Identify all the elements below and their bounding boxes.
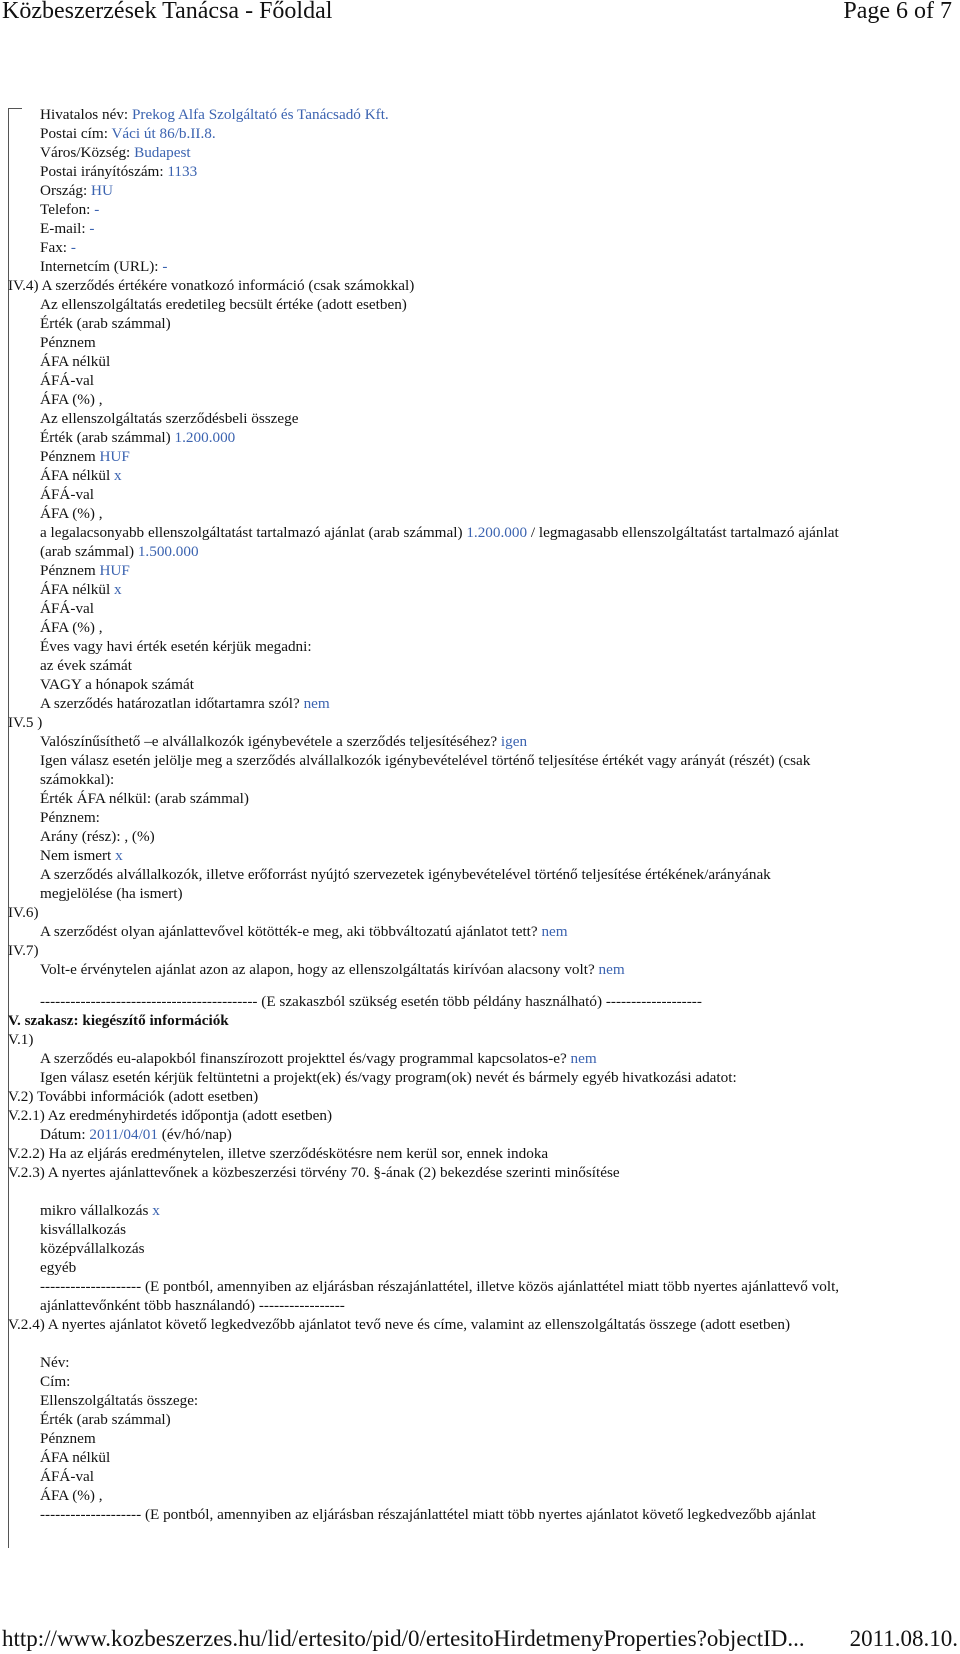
- text-line: [40, 733, 527, 751]
- line-text: ÁFA nélkül: [40, 581, 114, 598]
- field-value: Prekog Alfa Szolgáltató és Tanácsadó Kft.: [131, 106, 389, 123]
- line-text: Igen válasz esetén kérjük feltüntetni a projekt(ek) és/vagy program(ok) nevét és bármely egyéb hivatkozási adatot:: [40, 1069, 737, 1086]
- line-text: számokkal):: [40, 771, 115, 788]
- line-text: Ország:: [40, 182, 92, 199]
- line-text: Érték (arab számmal): [40, 1411, 171, 1428]
- text-line: [40, 543, 199, 561]
- text-line: [40, 1468, 94, 1486]
- text-line: [40, 1354, 70, 1372]
- text-line: [40, 562, 130, 580]
- line-text: IV.4) A szerződés értékére vonatkozó információ (csak számokkal): [8, 277, 415, 294]
- line-text: Valószínűsíthető –e alvállalkozók igénybevétele a szerződés teljesítéséhez?: [40, 733, 501, 750]
- line-text: -------------------- (E pontból, amennyiben az eljárásban részajánlattétel, illetve közös ajánlattétel miatt több nyertes ajánlattevő volt,: [40, 1278, 840, 1295]
- field-value: 2011/04/01: [89, 1126, 158, 1143]
- text-line: [40, 1240, 145, 1258]
- text-line: [40, 866, 771, 884]
- text-line: [40, 1202, 160, 1220]
- line-text: IV.7): [8, 942, 39, 959]
- text-line: [40, 1430, 96, 1448]
- text-line: [40, 1373, 70, 1391]
- line-text: ÁFA nélkül: [40, 1449, 111, 1466]
- line-text: Telefon:: [40, 201, 95, 218]
- text-line: [40, 676, 194, 694]
- text-line: [40, 619, 103, 637]
- text-line: [40, 657, 132, 675]
- text-line: [40, 771, 114, 789]
- text-line: [40, 885, 183, 903]
- line-text: VAGY a hónapok számát: [40, 676, 194, 693]
- text-line: [8, 1145, 548, 1163]
- text-line: [40, 163, 197, 181]
- line-text: Pénznem: [40, 562, 100, 579]
- line-text: Érték ÁFA nélkül: (arab számmal): [40, 790, 249, 807]
- text-line: [40, 1487, 103, 1505]
- text-line: [40, 239, 76, 257]
- text-line: [40, 334, 96, 352]
- text-line: [40, 1126, 232, 1144]
- text-line: [40, 581, 122, 599]
- text-line: [40, 1259, 76, 1277]
- text-line: [8, 1012, 229, 1030]
- text-line: [40, 315, 171, 333]
- field-value: x: [115, 847, 123, 864]
- text-line: [8, 904, 39, 922]
- field-value: x: [113, 581, 122, 598]
- text-line: [40, 372, 94, 390]
- line-text: ÁFÁ-val: [40, 600, 94, 617]
- line-text: ÁFA nélkül: [40, 353, 111, 370]
- field-value: nem: [598, 961, 625, 978]
- text-line: [40, 638, 312, 656]
- footer-url: http://www.kozbeszerzes.hu/lid/ertesito/pid/0/ertesitoHirdetmenyProperties?objectID...: [2, 1626, 805, 1651]
- text-line: [40, 1449, 110, 1467]
- text-line: [8, 1088, 258, 1106]
- line-text: ÁFA nélkül: [40, 467, 114, 484]
- text-line: [40, 486, 94, 504]
- line-text: A szerződés eu-alapokból finanszírozott projekttel és/vagy programmal kapcsolatos-e?: [40, 1050, 571, 1067]
- line-text: Név:: [40, 1354, 70, 1371]
- text-line: [40, 258, 167, 276]
- text-line: [40, 505, 103, 523]
- line-text: Város/Község:: [40, 144, 135, 161]
- line-text: kisvállalkozás: [40, 1221, 127, 1238]
- text-line: [8, 1164, 620, 1182]
- line-text: V. szakasz: kiegészítő információk: [8, 1012, 229, 1029]
- field-value: 1.500.000: [137, 543, 199, 560]
- line-text: középvállalkozás: [40, 1240, 145, 1257]
- text-line: [8, 942, 39, 960]
- text-line: [40, 752, 810, 770]
- text-line: [40, 809, 100, 827]
- page-number: Page 6 of 7: [843, 0, 952, 24]
- field-value: Váci út 86/b.II.8.: [111, 125, 216, 142]
- line-text: V.1): [8, 1031, 34, 1048]
- text-line: [40, 1506, 816, 1524]
- text-line: [40, 220, 94, 238]
- text-line: [40, 1411, 171, 1429]
- line-text: V.2) További információk (adott esetben): [8, 1088, 259, 1105]
- field-value: igen: [500, 733, 528, 750]
- text-line: [40, 429, 235, 447]
- line-text: V.2.2) Ha az eljárás eredménytelen, illetve szerződéskötésre nem kerül sor, ennek indoka: [8, 1145, 549, 1162]
- line-text: ÁFÁ-val: [40, 372, 94, 389]
- line-text: Internetcím (URL):: [40, 258, 163, 275]
- line-text: Pénznem: [40, 1430, 96, 1447]
- footer-date: 2011.08.10.: [849, 1626, 958, 1651]
- field-value: -: [70, 239, 76, 256]
- line-text: Igen válasz esetén jelölje meg a szerződés alvállalkozók igénybevételével történő teljesítése értékét vagy arányát (részét) (csak: [40, 752, 811, 769]
- text-line: [40, 410, 299, 428]
- text-line: [40, 828, 155, 846]
- text-line: [40, 600, 94, 618]
- line-text: egyéb: [40, 1259, 77, 1276]
- field-value: nem: [570, 1050, 597, 1067]
- text-line: [40, 961, 625, 979]
- line-text: Pénznem:: [40, 809, 100, 826]
- line-text: Érték (arab számmal): [40, 315, 171, 332]
- line-text: Postai cím:: [40, 125, 112, 142]
- field-value: HUF: [99, 562, 130, 579]
- line-text: Fax:: [40, 239, 71, 256]
- text-line: [40, 1297, 345, 1315]
- line-text: Nem ismert: [40, 847, 116, 864]
- field-value: nem: [541, 923, 568, 940]
- text-line: [8, 714, 42, 732]
- line-text: Cím:: [40, 1373, 71, 1390]
- line-text: IV.6): [8, 904, 39, 921]
- text-line: [40, 125, 216, 143]
- text-line: [40, 695, 330, 713]
- field-value: 1.200.000: [174, 429, 236, 446]
- text-line: [40, 467, 122, 485]
- text-line: [40, 923, 568, 941]
- line-text: Érték (arab számmal): [40, 429, 175, 446]
- line-text: megjelölése (ha ismert): [40, 885, 183, 902]
- line-text: ÁFÁ-val: [40, 486, 94, 503]
- field-value: -: [89, 220, 95, 237]
- line-text: Ellenszolgáltatás összege:: [40, 1392, 199, 1409]
- field-value: x: [113, 467, 122, 484]
- text-line: [8, 1031, 33, 1049]
- line-text: (arab számmal): [40, 543, 138, 560]
- line-text: ÁFA (%) ,: [40, 619, 103, 636]
- line-text: V.2.3) A nyertes ajánlattevőnek a közbeszerzési törvény 70. §-ának (2) bekezdése szerinti minősítése: [8, 1164, 620, 1181]
- line-text: mikro vállalkozás: [40, 1202, 153, 1219]
- text-line: [40, 993, 702, 1011]
- line-text: ajánlattevőnként több használandó) -----------------: [40, 1297, 345, 1314]
- line-text: ÁFA (%) ,: [40, 1487, 103, 1504]
- text-line: [40, 391, 103, 409]
- line-text: az évek számát: [40, 657, 132, 674]
- line-text: -------------------- (E pontból, amennyiben az eljárásban részajánlattétel miatt több nyertes ajánlatot követő legkedvezőbb ajánlat: [40, 1506, 816, 1523]
- line-text: Az ellenszolgáltatás szerződésbeli összege: [40, 410, 299, 427]
- line-text: Pénznem: [40, 448, 100, 465]
- text-line: [40, 448, 130, 466]
- line-text: V.2.4) A nyertes ajánlatot követő legkedvezőbb ajánlatot tevő neve és címe, valamint az ellenszolgáltatás összege (adott esetben): [8, 1316, 791, 1333]
- line-text: ÁFA (%) ,: [40, 505, 103, 522]
- text-line: [8, 1107, 332, 1125]
- field-value: x: [152, 1202, 160, 1219]
- line-text-continued: (év/hó/nap): [158, 1126, 232, 1143]
- line-text: A szerződés alvállalkozók, illetve erőforrást nyújtó szervezetek igénybevételével történő teljesítése értékének/arányának: [40, 866, 771, 883]
- line-text: A szerződést olyan ajánlattevővel kötötték-e meg, aki többváltozatú ajánlatot tett?: [40, 923, 542, 940]
- text-line: [40, 1221, 126, 1239]
- text-line: [40, 1278, 839, 1296]
- field-value: 1.200.000: [466, 524, 528, 541]
- field-value: -: [94, 201, 100, 218]
- page-title: Közbeszerzések Tanácsa - Főoldal: [2, 0, 333, 24]
- line-text: Az ellenszolgáltatás eredetileg becsült értéke (adott esetben): [40, 296, 407, 313]
- field-value: -: [162, 258, 168, 275]
- page-footer: [0, 1624, 960, 1654]
- text-line: [40, 182, 113, 200]
- line-text: Arány (rész): , (%): [40, 828, 155, 845]
- field-value: nem: [303, 695, 330, 712]
- frame-top-tick: [8, 108, 22, 109]
- field-value: HU: [91, 182, 113, 199]
- line-text: Éves vagy havi érték esetén kérjük megadni:: [40, 638, 312, 655]
- line-text: Pénznem: [40, 334, 96, 351]
- text-line: [40, 296, 407, 314]
- page-header: [0, 0, 960, 30]
- text-line: [40, 106, 389, 124]
- line-text: ------------------------------------------- (E szakaszból szükség esetén több példány használható) -------------------: [40, 993, 702, 1010]
- line-text: V.2.1) Az eredményhirdetés időpontja (adott esetben): [8, 1107, 333, 1124]
- text-line: [40, 353, 110, 371]
- text-line: [40, 1069, 737, 1087]
- line-text: a legalacsonyabb ellenszolgáltatást tartalmazó ajánlat (arab számmal): [40, 524, 467, 541]
- text-line: [40, 847, 123, 865]
- field-value: 1133: [167, 163, 198, 180]
- line-text: A szerződés határozatlan időtartamra szól?: [40, 695, 304, 712]
- line-text: Hivatalos név:: [40, 106, 132, 123]
- line-text: Volt-e érvénytelen ajánlat azon az alapon, hogy az ellenszolgáltatás kirívóan alacsony volt?: [40, 961, 599, 978]
- line-text-continued: / legmagasabb ellenszolgáltatást tartalmazó ajánlat: [527, 524, 839, 541]
- line-text: IV.5 ): [8, 714, 43, 731]
- text-line: [8, 277, 414, 295]
- line-text: ÁFA (%) ,: [40, 391, 103, 408]
- text-line: [40, 1050, 597, 1068]
- text-line: [40, 201, 99, 219]
- text-line: [40, 790, 249, 808]
- text-line: [8, 1316, 790, 1334]
- line-text: E-mail:: [40, 220, 90, 237]
- field-value: HUF: [99, 448, 130, 465]
- text-line: [40, 524, 839, 542]
- text-line: [40, 144, 191, 162]
- line-text: Postai irányítószám:: [40, 163, 168, 180]
- field-value: Budapest: [134, 144, 191, 161]
- line-text: Dátum:: [40, 1126, 90, 1143]
- line-text: ÁFÁ-val: [40, 1468, 94, 1485]
- text-line: [40, 1392, 198, 1410]
